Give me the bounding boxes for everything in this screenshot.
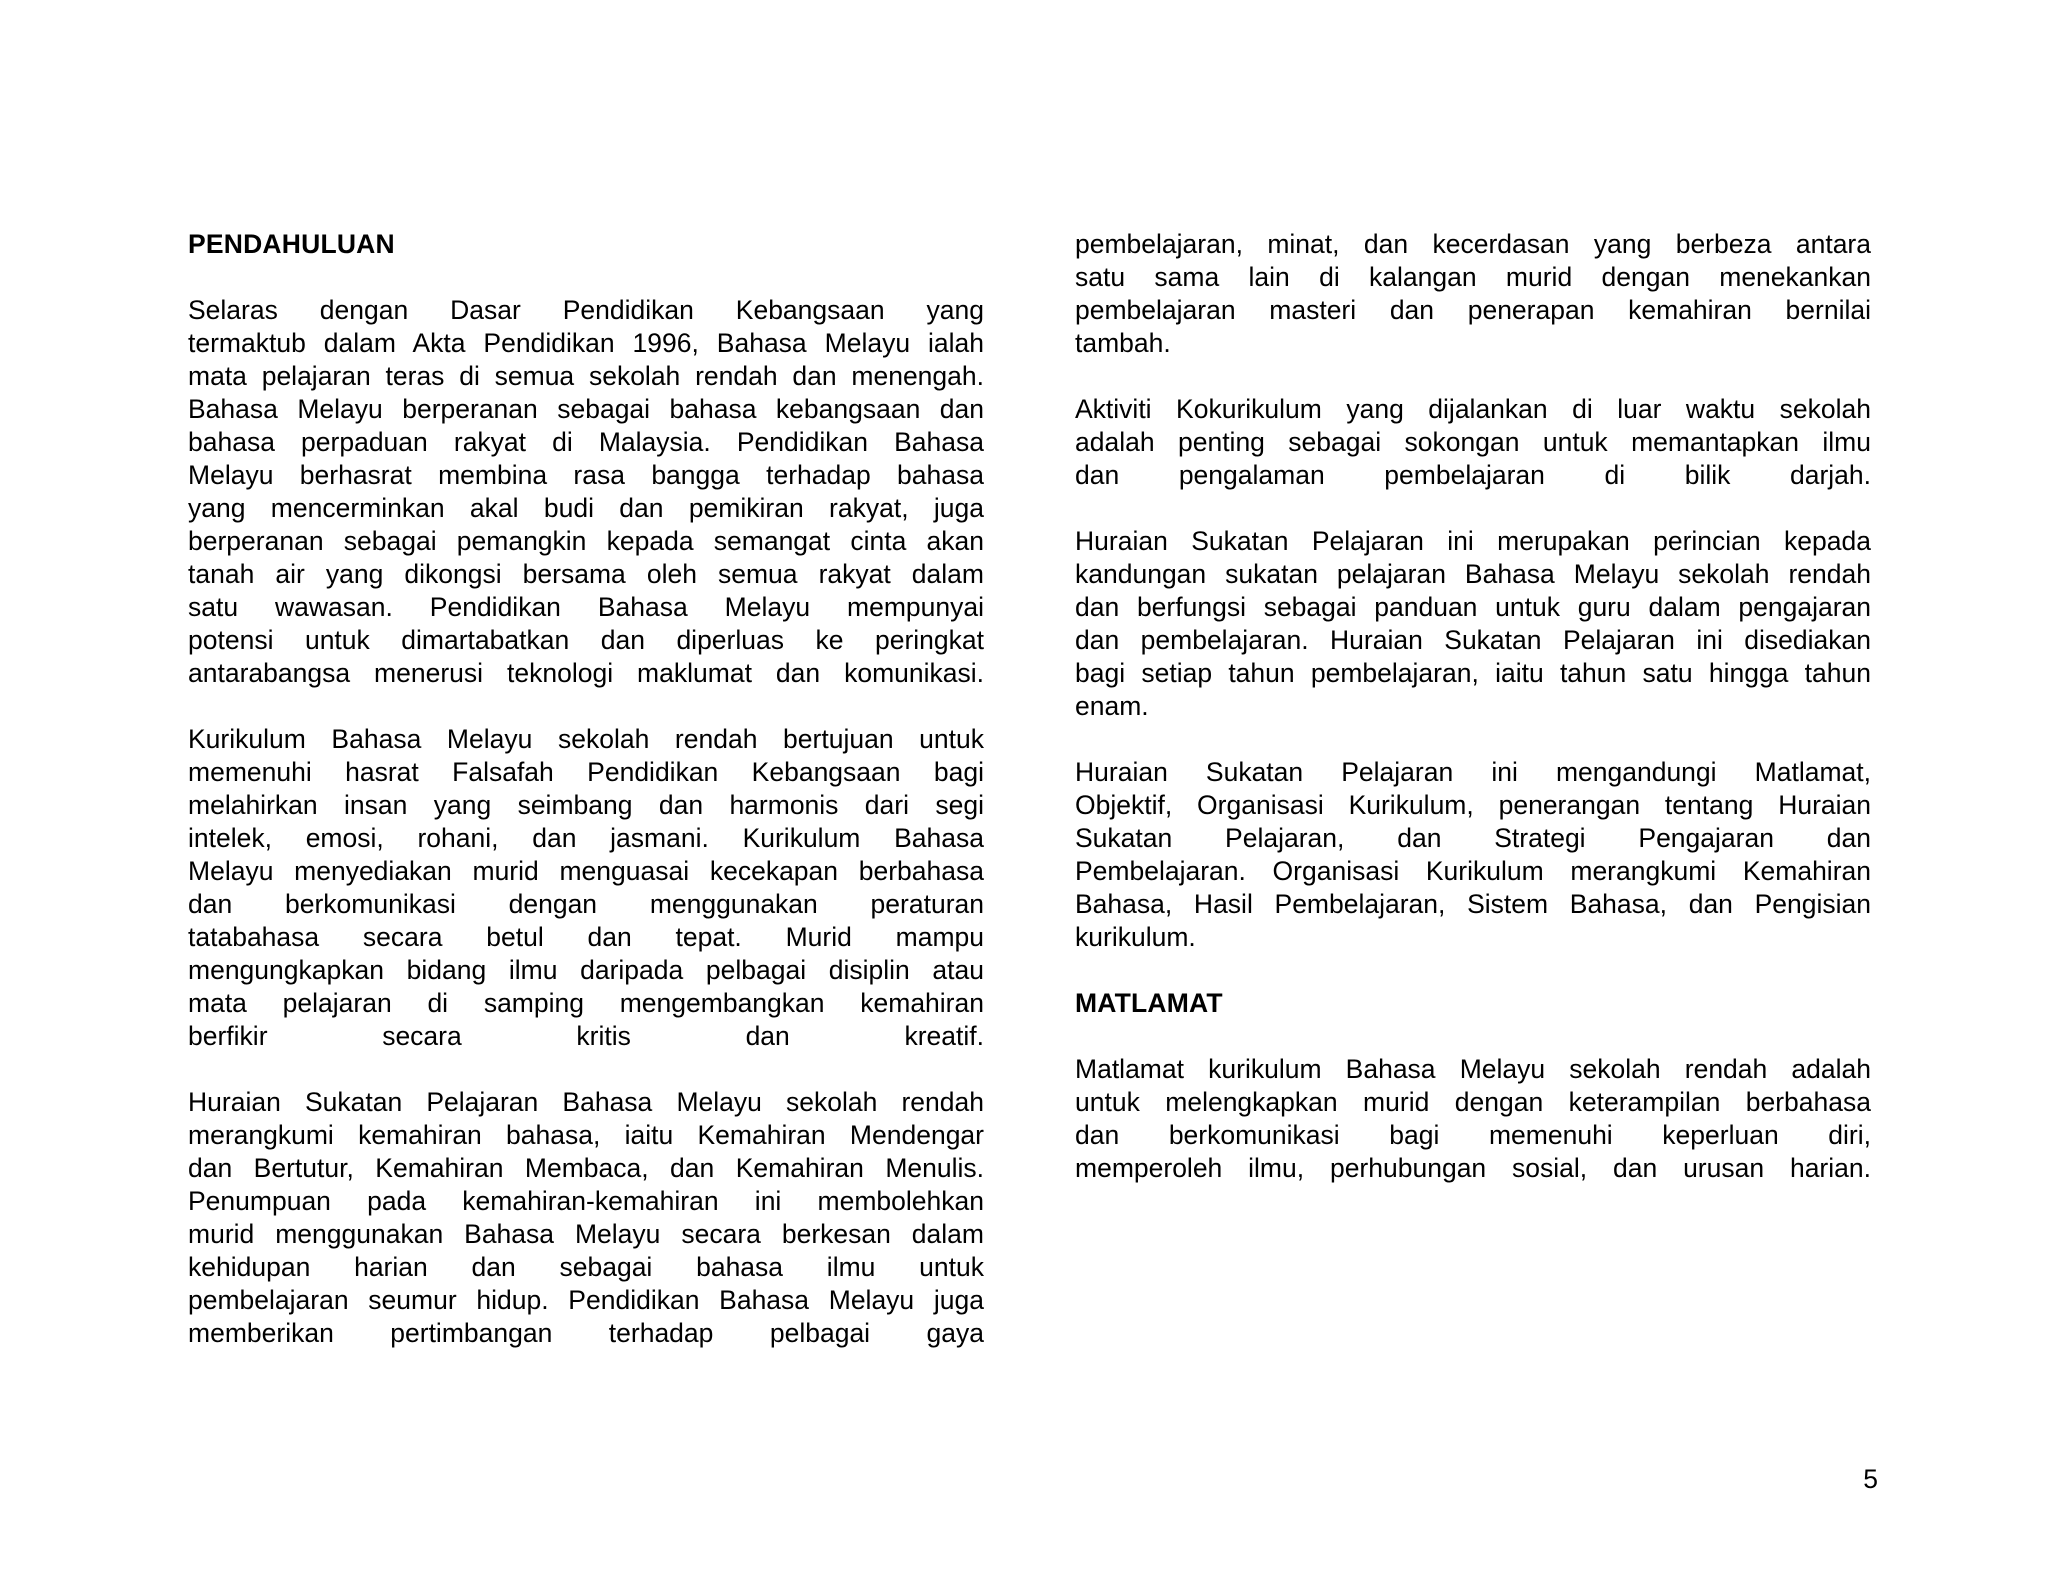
text-line: Huraian Sukatan Pelajaran ini mengandungi Matlamat,	[1075, 757, 1871, 787]
text-line: kehidupan harian dan sebagai bahasa ilmu untuk	[188, 1252, 984, 1282]
text-line: Bahasa, Hasil Pembelajaran, Sistem Bahasa, dan Pengisian	[1075, 889, 1871, 919]
paragraph-intro-1	[188, 294, 984, 690]
text-line: mata pelajaran teras di semua sekolah rendah dan menengah.	[188, 361, 984, 391]
text-line: Pembelajaran. Organisasi Kurikulum merangkumi Kemahiran	[1075, 856, 1871, 886]
text-line: adalah penting sebagai sokongan untuk memantapkan ilmu	[1075, 427, 1871, 457]
text-line: berfikir secara kritis dan kreatif.	[188, 1021, 984, 1051]
text-line: Penumpuan pada kemahiran-kemahiran ini membolehkan	[188, 1186, 984, 1216]
text-line: Matlamat kurikulum Bahasa Melayu sekolah rendah adalah	[1075, 1054, 1871, 1084]
text-line: memperoleh ilmu, perhubungan sosial, dan urusan harian.	[1075, 1153, 1871, 1183]
section-heading-pendahuluan: PENDAHULUAN	[188, 229, 395, 259]
text-line: Objektif, Organisasi Kurikulum, penerangan tentang Huraian	[1075, 790, 1871, 820]
text-line: antarabangsa menerusi teknologi maklumat dan komunikasi.	[188, 658, 984, 688]
text-line: Melayu menyediakan murid menguasai kecekapan berbahasa	[188, 856, 984, 886]
text-line: tatabahasa secara betul dan tepat. Murid mampu	[188, 922, 984, 952]
text-line: Melayu berhasrat membina rasa bangga terhadap bahasa	[188, 460, 984, 490]
text-line: melahirkan insan yang seimbang dan harmonis dari segi	[188, 790, 984, 820]
text-line: Bahasa Melayu berperanan sebagai bahasa kebangsaan dan	[188, 394, 984, 424]
text-line: murid menggunakan Bahasa Melayu secara berkesan dalam	[188, 1219, 984, 1249]
section-heading-matlamat: MATLAMAT	[1075, 988, 1223, 1018]
text-line: mata pelajaran di samping mengembangkan kemahiran	[188, 988, 984, 1018]
text-line: merangkumi kemahiran bahasa, iaitu Kemahiran Mendengar	[188, 1120, 984, 1150]
paragraph-continued	[1075, 228, 1871, 360]
text-line: tambah.	[1075, 328, 1171, 358]
text-line: satu sama lain di kalangan murid dengan menekankan	[1075, 262, 1871, 292]
text-line: pembelajaran masteri dan penerapan kemahiran bernilai	[1075, 295, 1871, 325]
text-line: dan berkomunikasi bagi memenuhi keperluan diri,	[1075, 1120, 1871, 1150]
text-line: intelek, emosi, rohani, dan jasmani. Kurikulum Bahasa	[188, 823, 984, 853]
text-line: pembelajaran, minat, dan kecerdasan yang berbeza antara	[1075, 229, 1871, 259]
text-line: satu wawasan. Pendidikan Bahasa Melayu mempunyai	[188, 592, 984, 622]
text-line: pembelajaran seumur hidup. Pendidikan Bahasa Melayu juga	[188, 1285, 984, 1315]
paragraph-huraian-perincian	[1075, 525, 1871, 723]
text-line: berperanan sebagai pemangkin kepada semangat cinta akan	[188, 526, 984, 556]
text-line: termaktub dalam Akta Pendidikan 1996, Bahasa Melayu ialah	[188, 328, 984, 358]
text-line: Sukatan Pelajaran, dan Strategi Pengajaran dan	[1075, 823, 1871, 853]
paragraph-intro-3	[188, 1086, 984, 1350]
text-line: Selaras dengan Dasar Pendidikan Kebangsaan yang	[188, 295, 984, 325]
text-line: bahasa perpaduan rakyat di Malaysia. Pendidikan Bahasa	[188, 427, 984, 457]
paragraph-matlamat	[1075, 1053, 1871, 1185]
text-line: memberikan pertimbangan terhadap pelbagai gaya	[188, 1318, 984, 1348]
text-line: kandungan sukatan pelajaran Bahasa Melayu sekolah rendah	[1075, 559, 1871, 589]
text-line: Kurikulum Bahasa Melayu sekolah rendah bertujuan untuk	[188, 724, 984, 754]
text-line: untuk melengkapkan murid dengan keterampilan berbahasa	[1075, 1087, 1871, 1117]
page-number: 5	[1863, 1464, 1878, 1494]
text-line: tanah air yang dikongsi bersama oleh semua rakyat dalam	[188, 559, 984, 589]
text-line: bagi setiap tahun pembelajaran, iaitu tahun satu hingga tahun	[1075, 658, 1871, 688]
text-line: enam.	[1075, 691, 1149, 721]
text-line: yang mencerminkan akal budi dan pemikiran rakyat, juga	[188, 493, 984, 523]
paragraph-intro-2	[188, 723, 984, 1053]
text-line: kurikulum.	[1075, 922, 1196, 952]
paragraph-kokurikulum	[1075, 393, 1871, 492]
text-line: mengungkapkan bidang ilmu daripada pelbagai disiplin atau	[188, 955, 984, 985]
text-line: potensi untuk dimartabatkan dan diperluas ke peringkat	[188, 625, 984, 655]
text-line: dan berfungsi sebagai panduan untuk guru dalam pengajaran	[1075, 592, 1871, 622]
left-column	[188, 228, 984, 1350]
text-line: dan pengalaman pembelajaran di bilik darjah.	[1075, 460, 1871, 490]
text-line: dan berkomunikasi dengan menggunakan peraturan	[188, 889, 984, 919]
text-line: memenuhi hasrat Falsafah Pendidikan Kebangsaan bagi	[188, 757, 984, 787]
text-line: dan Bertutur, Kemahiran Membaca, dan Kemahiran Menulis.	[188, 1153, 984, 1183]
text-line: Aktiviti Kokurikulum yang dijalankan di luar waktu sekolah	[1075, 394, 1871, 424]
paragraph-huraian-kandungan	[1075, 756, 1871, 954]
text-line: dan pembelajaran. Huraian Sukatan Pelajaran ini disediakan	[1075, 625, 1871, 655]
text-line: Huraian Sukatan Pelajaran ini merupakan perincian kepada	[1075, 526, 1871, 556]
text-line: Huraian Sukatan Pelajaran Bahasa Melayu sekolah rendah	[188, 1087, 984, 1117]
right-column	[1075, 228, 1871, 1185]
